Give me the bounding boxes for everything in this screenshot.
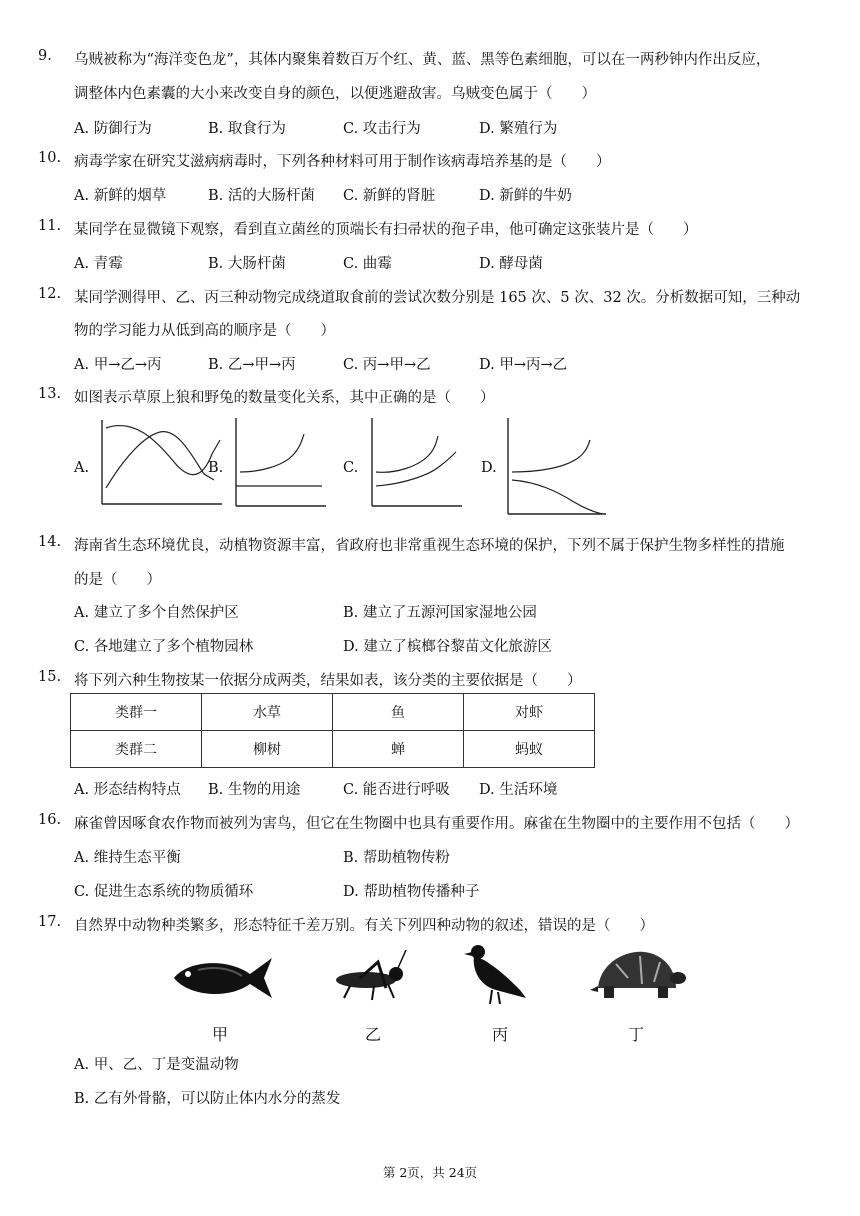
question-16-option-c[interactable]: C. 促进生态系统的物质循环	[74, 884, 254, 900]
question-10-option-b[interactable]: B. 活的大肠杆菌	[208, 188, 315, 204]
question-9-option-a[interactable]: A. 防御行为	[74, 121, 152, 137]
table-cell: 鱼	[333, 694, 464, 731]
question-11-option-d[interactable]: D. 酵母菌	[479, 256, 543, 272]
animal-label-jia: 甲	[212, 1025, 229, 1044]
question-9-stem-line2: 调整体内色素囊的大小来改变自身的颜色，以便逃避敌害。乌贼变色属于（ ）	[74, 86, 596, 102]
question-11-number: 11.	[38, 218, 62, 234]
graph-option-c	[362, 416, 466, 516]
question-12-option-c[interactable]: C. 丙→甲→乙	[343, 357, 431, 373]
question-9-option-b[interactable]: B. 取食行为	[208, 121, 286, 137]
animal-label-bing: 丙	[492, 1025, 509, 1044]
question-12-stem-line1: 某同学测得甲、乙、丙三种动物完成绕道取食前的尝试次数分别是 165 次、5 次、32 次。分析数据可知，三种动	[74, 290, 801, 306]
question-15-option-b[interactable]: B. 生物的用途	[208, 782, 301, 798]
page-footer: 第 2页，共 24页	[382, 1165, 478, 1180]
tortoise-icon	[588, 944, 688, 1004]
question-10-option-a[interactable]: A. 新鲜的烟草	[74, 188, 167, 204]
question-9-stem-line1: 乌贼被称为“海洋变色龙”，其体内聚集着数百万个红、黄、蓝、黑等色素细胞，可以在一两秒钟内作出反应，	[74, 52, 771, 68]
question-15-number: 15.	[38, 669, 62, 685]
grasshopper-icon	[330, 948, 410, 1004]
fish-icon	[168, 950, 278, 1006]
question-13-option-b[interactable]: B.	[208, 460, 224, 476]
question-9-option-c[interactable]: C. 攻击行为	[343, 121, 421, 137]
table-cell: 蚂蚁	[464, 731, 595, 768]
question-12-option-a[interactable]: A. 甲→乙→丙	[74, 357, 162, 373]
question-11-option-a[interactable]: A. 青霉	[74, 256, 123, 272]
question-15-option-a[interactable]: A. 形态结构特点	[74, 782, 181, 798]
question-10-option-c[interactable]: C. 新鲜的肾脏	[343, 188, 436, 204]
question-11-stem: 某同学在显微镜下观察，看到直立菌丝的顶端长有扫帚状的孢子串，他可确定这张装片是（ ）	[74, 222, 698, 238]
question-13-stem: 如图表示草原上狼和野兔的数量变化关系，其中正确的是（ ）	[74, 390, 495, 406]
table-cell: 水草	[202, 694, 333, 731]
table-cell: 对虾	[464, 694, 595, 731]
question-13-number: 13.	[38, 386, 62, 402]
graph-option-a	[94, 418, 226, 516]
table-row	[71, 731, 595, 768]
question-13-option-a[interactable]: A.	[74, 460, 90, 476]
question-11-option-c[interactable]: C. 曲霉	[343, 256, 392, 272]
question-9-number: 9.	[38, 48, 52, 64]
graph-option-b	[226, 416, 330, 516]
question-16-stem: 麻雀曾因啄食农作物而被列为害鸟，但它在生物圈中也具有重要作用。麻雀在生物圈中的主要作用不包括（ ）	[74, 816, 799, 832]
question-16-number: 16.	[38, 812, 62, 828]
question-9-option-d[interactable]: D. 繁殖行为	[479, 121, 558, 137]
question-10-stem: 病毒学家在研究艾滋病病毒时，下列各种材料可用于制作该病毒培养基的是（ ）	[74, 154, 611, 170]
question-16-option-d[interactable]: D. 帮助植物传播种子	[343, 884, 480, 900]
table-row	[71, 694, 595, 731]
question-13-option-d[interactable]: D.	[481, 460, 497, 476]
question-10-option-d[interactable]: D. 新鲜的牛奶	[479, 188, 572, 204]
animal-label-ding: 丁	[628, 1025, 645, 1044]
question-14-option-b[interactable]: B. 建立了五源河国家湿地公园	[343, 605, 537, 621]
table-cell: 柳树	[202, 731, 333, 768]
question-17-number: 17.	[38, 914, 62, 930]
question-17-stem: 自然界中动物种类繁多，形态特征千差万别。有关下列四种动物的叙述，错误的是（ ）	[74, 918, 654, 934]
question-15-option-c[interactable]: C. 能否进行呼吸	[343, 782, 450, 798]
table-cell: 类群二	[71, 731, 202, 768]
question-16-option-b[interactable]: B. 帮助植物传粉	[343, 850, 450, 866]
question-14-option-d[interactable]: D. 建立了槟榔谷黎苗文化旅游区	[343, 639, 552, 655]
classification-table	[70, 693, 595, 768]
question-10-number: 10.	[38, 150, 62, 166]
table-cell: 类群一	[71, 694, 202, 731]
question-17-option-b[interactable]: B. 乙有外骨骼，可以防止体内水分的蒸发	[74, 1091, 341, 1107]
animal-label-yi: 乙	[365, 1025, 382, 1044]
question-14-stem-line1: 海南省生态环境优良，动植物资源丰富，省政府也非常重视生态环境的保护，下列不属于保护生物多样性的措施	[74, 538, 785, 554]
question-15-option-d[interactable]: D. 生活环境	[479, 782, 558, 798]
question-14-stem-line2: 的是（ ）	[74, 572, 161, 588]
question-13-option-c[interactable]: C.	[343, 460, 359, 476]
question-12-option-d[interactable]: D. 甲→丙→乙	[479, 357, 568, 373]
question-14-option-c[interactable]: C. 各地建立了多个植物园林	[74, 639, 254, 655]
question-12-stem-line2: 物的学习能力从低到高的顺序是（ ）	[74, 323, 335, 339]
question-14-option-a[interactable]: A. 建立了多个自然保护区	[74, 605, 239, 621]
question-12-number: 12.	[38, 286, 62, 302]
question-11-option-b[interactable]: B. 大肠杆菌	[208, 256, 286, 272]
pigeon-icon	[462, 940, 532, 1006]
question-15-stem: 将下列六种生物按某一依据分成两类，结果如表，该分类的主要依据是（ ）	[74, 673, 582, 689]
question-14-number: 14.	[38, 534, 62, 550]
question-12-option-b[interactable]: B. 乙→甲→丙	[208, 357, 296, 373]
question-16-option-a[interactable]: A. 维持生态平衡	[74, 850, 181, 866]
graph-option-d	[498, 416, 610, 520]
question-17-option-a[interactable]: A. 甲、乙、丁是变温动物	[74, 1057, 239, 1073]
table-cell: 蝉	[333, 731, 464, 768]
